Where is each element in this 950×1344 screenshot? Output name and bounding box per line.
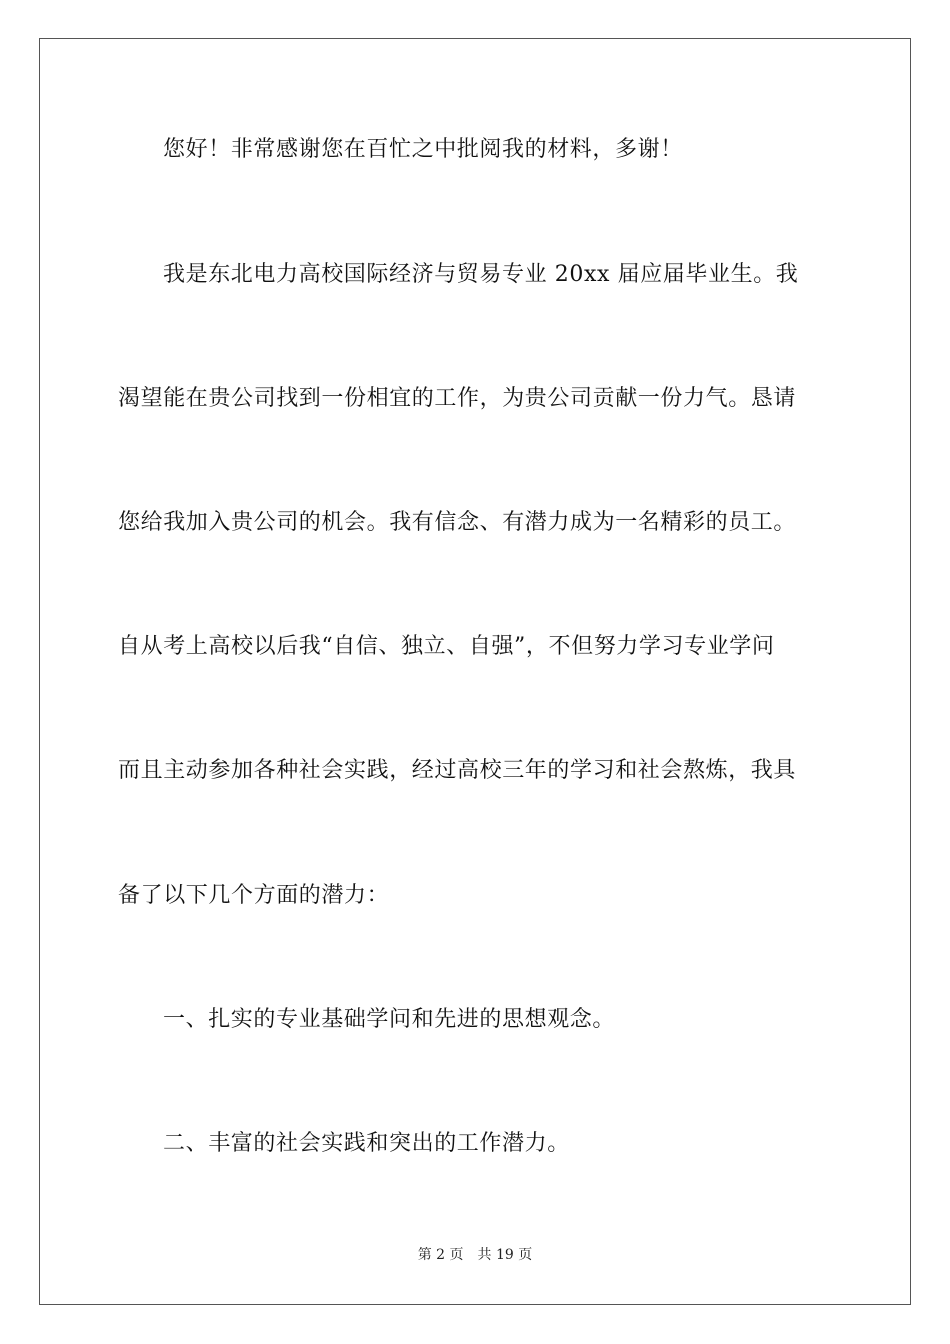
paragraph-intro-line-4: 自从考上高校以后我“自信、独立、自强”，不但努力学习专业学问 xyxy=(118,634,775,659)
paragraph-intro-line-2: 渴望能在贵公司找到一份相宜的工作，为贵公司贡献一份力气。恳请 xyxy=(118,386,797,411)
page-number-total: 共 19 页 xyxy=(477,1247,533,1263)
paragraph-intro-line-5: 而且主动参加各种社会实践，经过高校三年的学习和社会熬炼，我具 xyxy=(118,758,797,783)
page-number-current: 第 2 页 xyxy=(417,1247,464,1263)
page-footer xyxy=(0,1245,950,1265)
paragraph-intro-line-3: 您给我加入贵公司的机会。我有信念、有潜力成为一名精彩的员工。 xyxy=(118,510,797,535)
paragraph-intro-line-6: 备了以下几个方面的潜力： xyxy=(118,883,390,908)
page-border xyxy=(39,38,911,1305)
list-item-one: 一、扎实的专业基础学问和先进的思想观念。 xyxy=(163,1007,616,1032)
list-item-two: 二、丰富的社会实践和突出的工作潜力。 xyxy=(163,1131,570,1156)
paragraph-greeting: 您好！非常感谢您在百忙之中批阅我的材料，多谢！ xyxy=(163,137,683,162)
paragraph-intro-line-1: 我是东北电力高校国际经济与贸易专业 20xx 届应届毕业生。我 xyxy=(163,262,799,287)
